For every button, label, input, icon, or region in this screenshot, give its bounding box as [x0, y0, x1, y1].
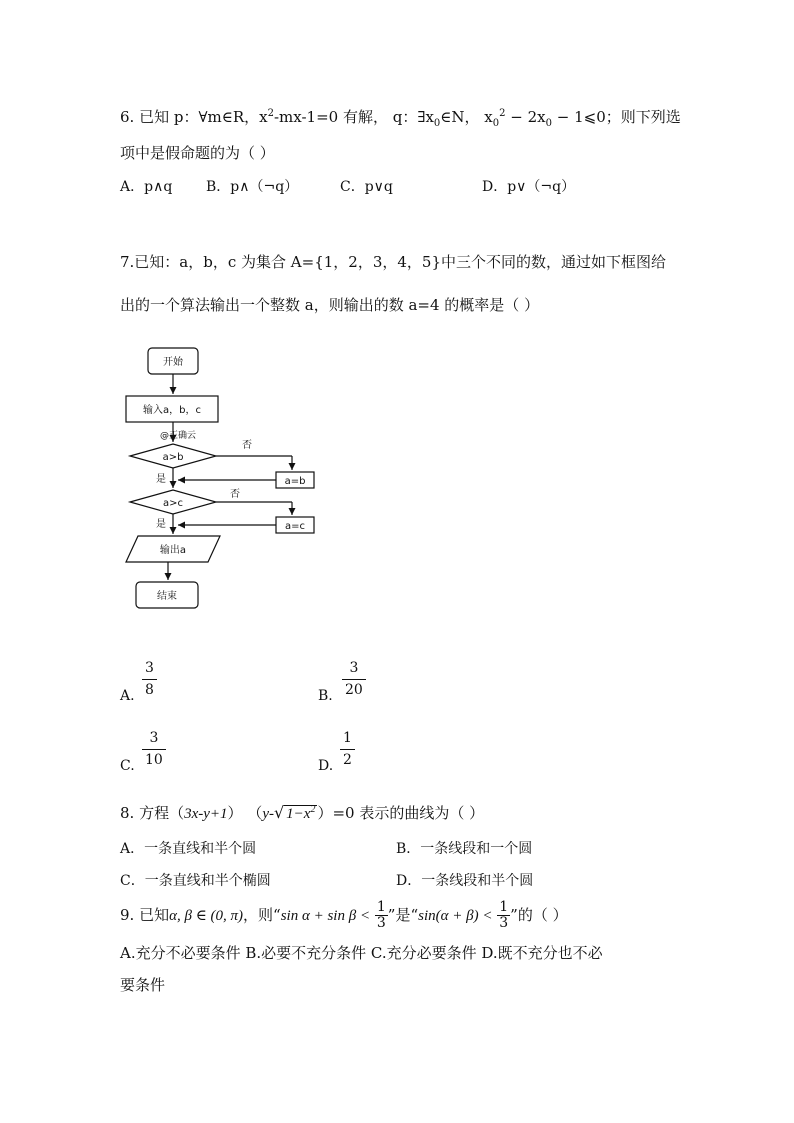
flow-end-label: 结束: [157, 591, 177, 602]
q8-option-a: A．一条直线和半个圆: [120, 841, 257, 857]
q6-stem-line2: 项中是假命题的为（ ）: [120, 144, 275, 162]
flow-yes1-label: 是: [156, 474, 166, 485]
flow-input-label: 输入a，b，c: [143, 405, 201, 416]
flow-output-label: 输出a: [159, 545, 187, 556]
q7-option-d-fraction: $\frac{1}{2}$: [340, 730, 355, 769]
q7-stem-line1: 7.已知：a，b，c 为集合 A={1，2，3，4，5}中三个不同的数，通过如下框图给: [120, 253, 667, 271]
q7-flowchart: [120, 342, 340, 612]
q7-option-d-label: D.: [318, 758, 334, 774]
q9-fraction-2: $\frac{1}{3}$: [499, 899, 509, 932]
q9-fraction-1: $\frac{1}{3}$: [376, 899, 386, 932]
flow-no2-label: 否: [230, 489, 240, 500]
q6-option-b: B．p∧（¬q）: [206, 179, 299, 195]
q7-option-c-fraction: $\frac{3}{10}$: [142, 730, 166, 769]
q6-option-a: A．p∧q: [120, 179, 173, 195]
q7-option-a-label: A.: [120, 688, 135, 704]
q6-option-c: C．p∨q: [340, 179, 393, 195]
q9-stem: 9. 已知α, β ∈ (0, π)，则“sin α + sin β < $\frac{1}{3}$ ”是“sin(α + β) < $\frac{1}{3}$ ”的（ ）: [120, 899, 568, 932]
flow-no1-label: 否: [242, 440, 252, 451]
flow-assign1-label: a=b: [284, 476, 306, 487]
q8-option-c: C．一条直线和半个椭圆: [120, 873, 271, 889]
q7-option-c-label: C.: [120, 758, 135, 774]
q7-option-b-label: B.: [318, 688, 333, 704]
flow-cond1-label: a>b: [162, 452, 184, 463]
flow-start-label: 开始: [163, 357, 183, 368]
flow-yes2-label: 是: [156, 519, 166, 530]
q8-option-d: D．一条线段和半个圆: [396, 873, 534, 889]
flow-assign2-label: a=c: [284, 521, 306, 532]
q7-option-b-fraction: $\frac{3}{20}$: [342, 660, 366, 699]
q7-option-a-fraction: $\frac{3}{8}$: [142, 660, 157, 699]
q6-option-d: D．p∨（¬q）: [482, 179, 576, 195]
q6-stem-line1: 6. 已知 p：∀m∈R，$x^2-mx-1=0$ 有解， q：$\exists x_0\in N$， $x_0^2 - 2x_0$ − 1⩽0；则下列选: [120, 108, 681, 129]
flow-watermark: @正确云: [160, 431, 197, 441]
q7-stem-line2: 出的一个算法输出一个整数 a，则输出的数 a=4 的概率是（ ）: [120, 296, 540, 314]
q9-options-line2: 要条件: [120, 976, 166, 994]
flow-cond2-label: a>c: [162, 498, 184, 509]
q8-option-b: B．一条线段和一个圆: [396, 841, 533, 857]
q9-options-line1: A.充分不必要条件 B.必要不充分条件 C.充分必要条件 D.既不充分也不必: [120, 944, 603, 962]
q8-stem: 8. 方程（3x-y+1） （y-√ $1-x^2$ ）=0 表示的曲线为（ ）: [120, 803, 485, 822]
